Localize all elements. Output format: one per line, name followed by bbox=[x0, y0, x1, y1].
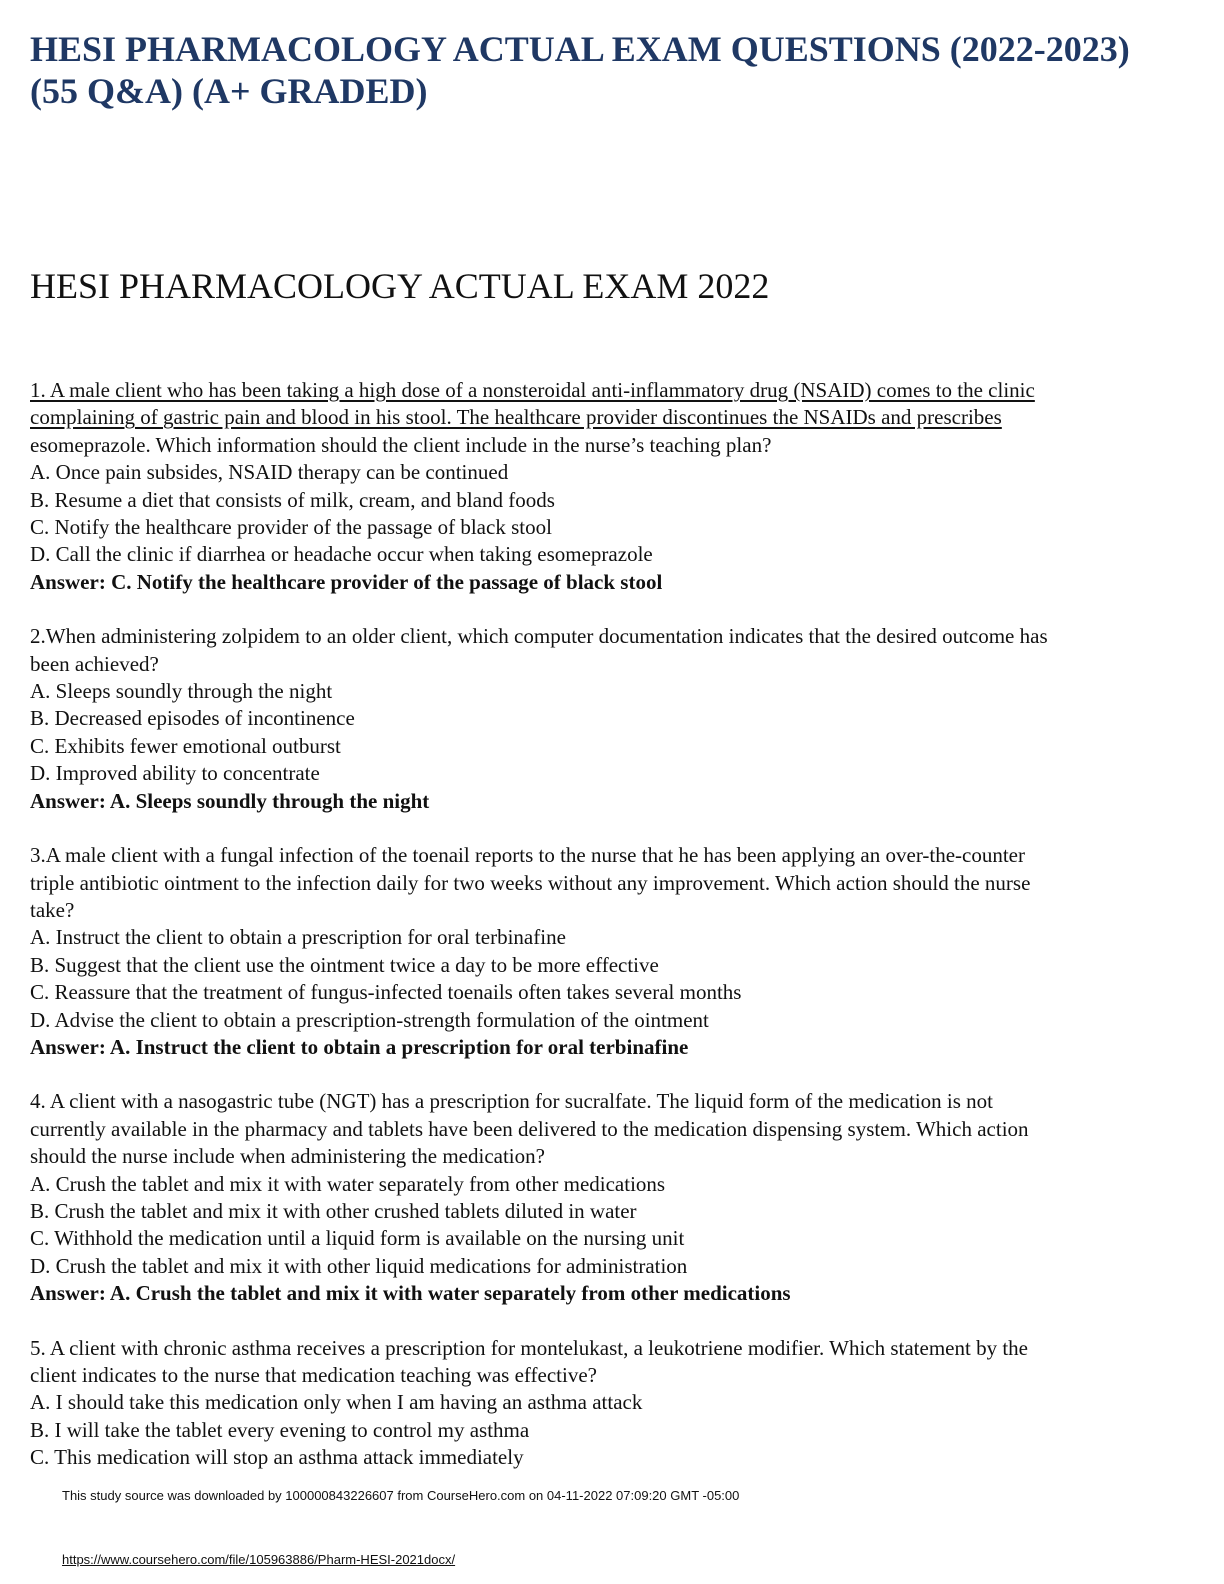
question-2 bbox=[30, 623, 1190, 815]
correct-answer: Answer: A. Instruct the client to obtain a prescription for oral terbinafine bbox=[30, 1034, 689, 1059]
question-stem-line: complaining of gastric pain and blood in his stool. The healthcare provider discontinues the NSAIDs and prescribes bbox=[30, 405, 1002, 430]
download-source-note: This study source was downloaded by 100000843226607 from CourseHero.com on 04-11-2022 07:09:20 GMT -05:00 bbox=[62, 1488, 740, 1503]
question-4 bbox=[30, 1088, 1190, 1307]
answer-option: C. Reassure that the treatment of fungus-infected toenails often takes several months bbox=[30, 980, 742, 1005]
question-stem-line: 4. A client with a nasogastric tube (NGT) has a prescription for sucralfate. The liquid form of the medication is not bbox=[30, 1089, 994, 1114]
answer-option: B. Resume a diet that consists of milk, cream, and bland foods bbox=[30, 487, 555, 512]
question-stem-line: client indicates to the nurse that medication teaching was effective? bbox=[30, 1363, 597, 1387]
question-stem-line: currently available in the pharmacy and tablets have been delivered to the medication dispensing system. Which action bbox=[30, 1116, 1029, 1141]
question-stem-line: should the nurse include when administering the medication? bbox=[30, 1144, 545, 1169]
correct-answer: Answer: A. Crush the tablet and mix it with water separately from other medications bbox=[30, 1281, 791, 1306]
question-stem-line: esomeprazole. Which information should the client include in the nurse’s teaching plan? bbox=[30, 432, 772, 457]
answer-option: A. Sleeps soundly through the night bbox=[30, 679, 333, 704]
correct-answer: Answer: C. Notify the healthcare provider of the passage of black stool bbox=[30, 569, 663, 594]
answer-option: D. Crush the tablet and mix it with other liquid medications for administration bbox=[30, 1253, 688, 1278]
question-list bbox=[30, 377, 1190, 1499]
question-1 bbox=[30, 377, 1190, 596]
answer-option: A. Instruct the client to obtain a prescription for oral terbinafine bbox=[30, 925, 566, 950]
section-heading: HESI PHARMACOLOGY ACTUAL EXAM 2022 bbox=[30, 266, 770, 306]
answer-option: C. This medication will stop an asthma attack immediately bbox=[30, 1445, 524, 1470]
source-url-link[interactable]: https://www.coursehero.com/file/105963886/Pharm-HESI-2021docx/ bbox=[62, 1552, 456, 1567]
question-stem-line: 1. A male client who has been taking a high dose of a nonsteroidal anti-inflammatory drug (NSAID) comes to the clinic bbox=[30, 378, 1035, 402]
correct-answer: Answer: A. Sleeps soundly through the night bbox=[30, 788, 430, 813]
question-3 bbox=[30, 842, 1190, 1061]
answer-option: A. Crush the tablet and mix it with water separately from other medications bbox=[30, 1171, 666, 1196]
answer-option: D. Improved ability to concentrate bbox=[30, 761, 320, 786]
question-stem-line: 5. A client with chronic asthma receives a prescription for montelukast, a leukotriene modifier. Which statement by the bbox=[30, 1335, 1028, 1360]
document-title-line-1: HESI PHARMACOLOGY ACTUAL EXAM QUESTIONS (2022-2023) bbox=[30, 29, 1130, 69]
answer-option: C. Notify the healthcare provider of the passage of black stool bbox=[30, 515, 552, 540]
answer-option: C. Exhibits fewer emotional outburst bbox=[30, 733, 341, 758]
answer-option: B. Crush the tablet and mix it with other crushed tablets diluted in water bbox=[30, 1198, 637, 1223]
answer-option: A. Once pain subsides, NSAID therapy can be continued bbox=[30, 460, 509, 485]
document-title-line-2: (55 Q&A) (A+ GRADED) bbox=[30, 71, 428, 111]
question-stem-line: triple antibiotic ointment to the infection daily for two weeks without any improvement. Which action should the nurse bbox=[30, 870, 1031, 895]
question-stem-line: 3.A male client with a fungal infection of the toenail reports to the nurse that he has been applying an over-the-counter bbox=[30, 843, 1025, 868]
question-stem-line: 2.When administering zolpidem to an older client, which computer documentation indicates that the desired outcome has bbox=[30, 624, 1048, 649]
question-stem-line: take? bbox=[30, 897, 75, 922]
document-title bbox=[30, 28, 1200, 112]
question-stem-line: been achieved? bbox=[30, 651, 159, 676]
answer-option: D. Advise the client to obtain a prescription-strength formulation of the ointment bbox=[30, 1007, 709, 1032]
question-5 bbox=[30, 1335, 1190, 1472]
answer-option: B. I will take the tablet every evening to control my asthma bbox=[30, 1417, 530, 1442]
answer-option: B. Decreased episodes of incontinence bbox=[30, 706, 355, 731]
answer-option: C. Withhold the medication until a liquid form is available on the nursing unit bbox=[30, 1226, 685, 1251]
answer-option: B. Suggest that the client use the ointment twice a day to be more effective bbox=[30, 952, 659, 977]
answer-option: D. Call the clinic if diarrhea or headache occur when taking esomeprazole bbox=[30, 542, 653, 567]
answer-option: A. I should take this medication only when I am having an asthma attack bbox=[30, 1390, 643, 1415]
